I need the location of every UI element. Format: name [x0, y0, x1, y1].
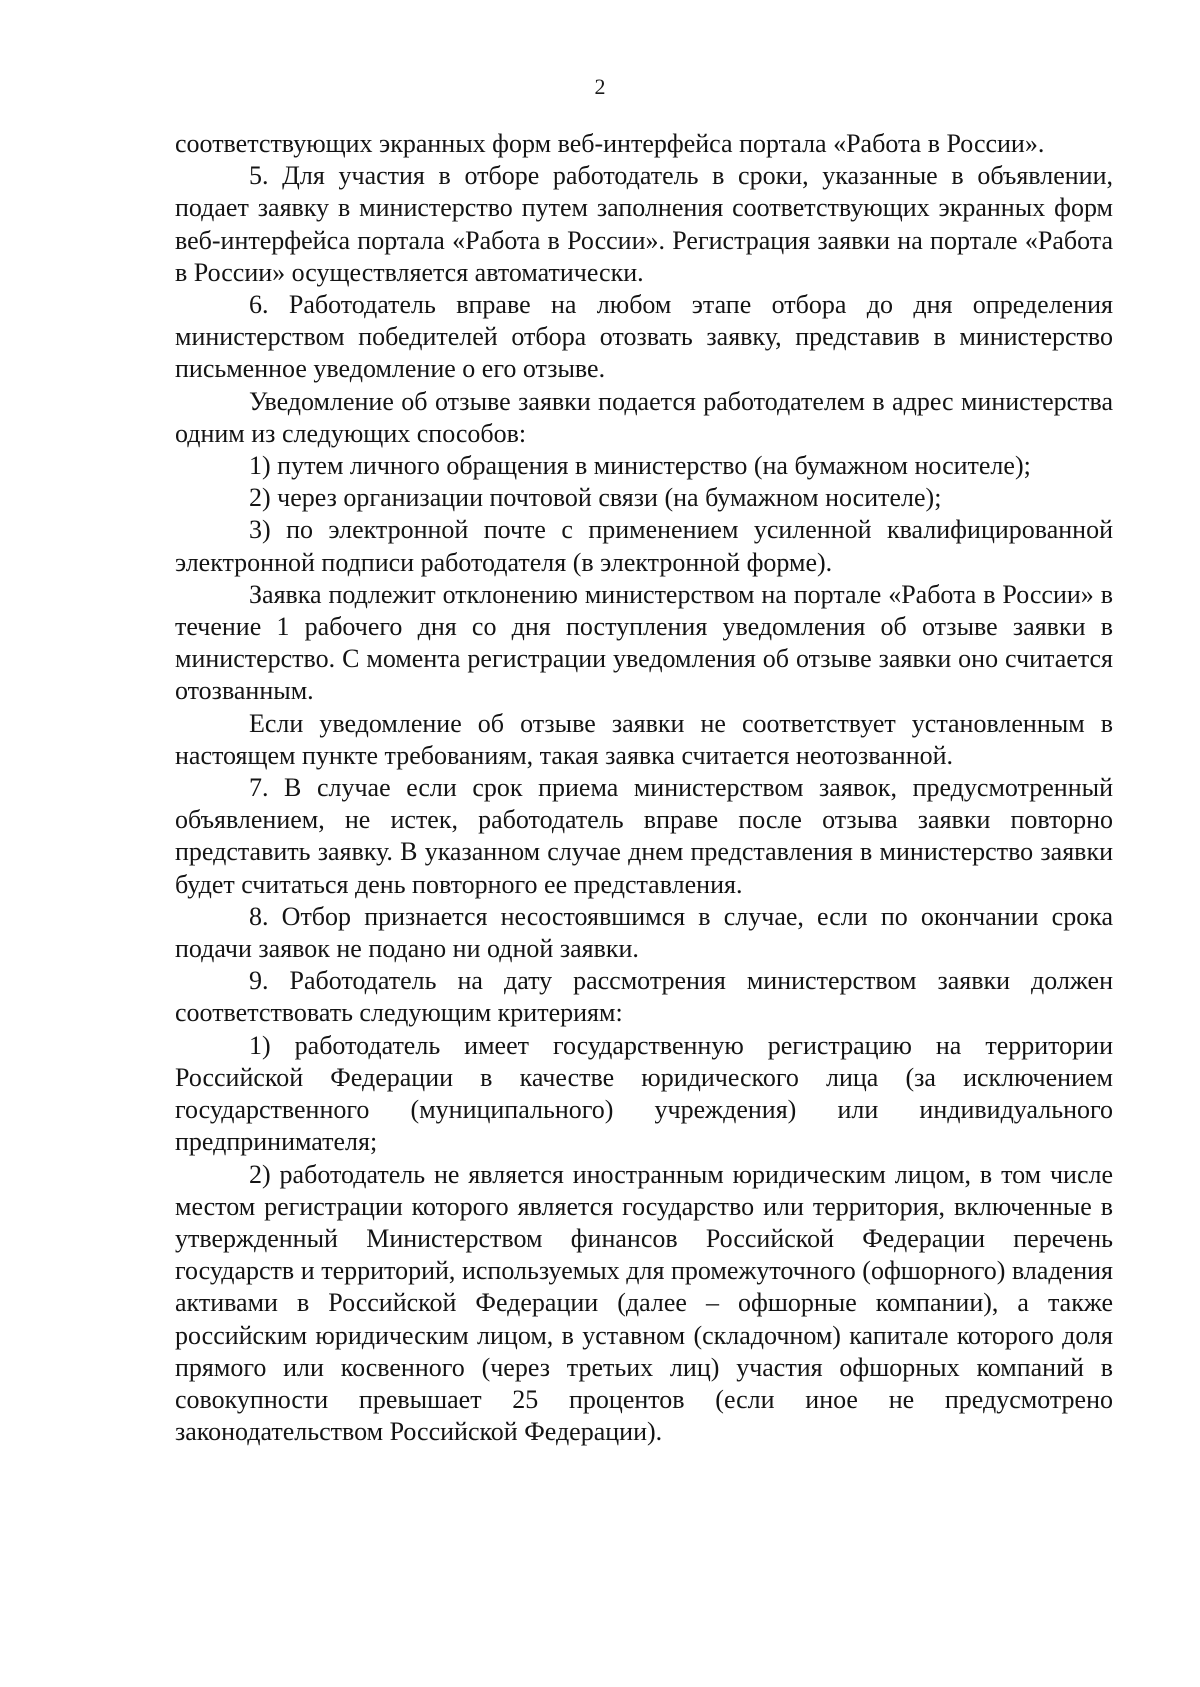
paragraph-rejection: Заявка подлежит отклонению министерством на портале «Работа в России» в течение 1 рабочего дня со дня поступления уведомления об отзыве заявки в министерство. С момента регистрации уведомления об отзыве заявки оно считается отозванным.: [175, 579, 1113, 706]
paragraph-item-8: 8. Отбор признается несостоявшимся в случае, если по окончании срока подачи заявок не подано ни одной заявки.: [175, 901, 1113, 964]
list-item-criterion-1: 1) работодатель имеет государственную регистрацию на территории Российской Федерации в качестве юридического лица (за исключением государственного (муниципального) учреждения) или индивидуального предпринимателя;: [175, 1030, 1113, 1157]
paragraph-item-9: 9. Работодатель на дату рассмотрения министерством заявки должен соответствовать следующим критериям:: [175, 966, 1113, 1028]
page-number: 2: [594, 74, 606, 99]
paragraph-withdrawal-notice: Уведомление об отзыве заявки подается работодателем в адрес министерства одним из следующих способов:: [175, 386, 1113, 448]
paragraph-item-5: 5. Для участия в отборе работодатель в сроки, указанные в объявлении, подает заявку в министерство путем заполнения соответствующих экранных форм веб-интерфейса портала «Работа в России». Регистрация заявки на портале «Работа в России» осуществляется автоматически.: [175, 161, 1113, 287]
paragraph-continuation: соответствующих экранных форм веб-интерфейса портала «Работа в России».: [175, 129, 1045, 158]
document-body: [175, 128, 1113, 1448]
list-item-method-2: 2) через организации почтовой связи (на бумажном носителе);: [249, 483, 942, 513]
paragraph-item-7: 7. В случае если срок приема министерством заявок, предусмотренный объявлением, не истек, работодатель вправе после отзыва заявки повторно представить заявку. В указанном случае днем представления в министерство заявки будет считаться день повторного ее представления.: [175, 773, 1113, 899]
paragraph-non-compliance: Если уведомление об отзыве заявки не соответствует установленным в настоящем пункте требованиям, такая заявка считается неотозванной.: [175, 708, 1113, 770]
list-item-method-3: 3) по электронной почте с применением усиленной квалифицированной электронной подписи работодателя (в электронной форме).: [175, 515, 1113, 577]
list-item-method-1: 1) путем личного обращения в министерство (на бумажном носителе);: [249, 451, 1031, 481]
list-item-criterion-2: 2) работодатель не является иностранным юридическим лицом, в том числе местом регистрации которого является государство или территория, включенные в утвержденный Министерством финансов Российской Федерации перечень государств и территорий, используемых для промежуточного (офшорного) владения активами в Российской Федерации (далее – офшорные компании), а также российским юридическим лицом, в уставном (складочном) капитале которого доля прямого или косвенного (через третьих лиц) участия офшорных компаний в совокупности превышает 25 процентов (если иное не предусмотрено законодательством Российской Федерации).: [175, 1159, 1113, 1447]
paragraph-item-6: 6. Работодатель вправе на любом этапе отбора до дня определения министерством победителей отбора отозвать заявку, представив в министерство письменное уведомление о его отзыве.: [175, 290, 1113, 384]
